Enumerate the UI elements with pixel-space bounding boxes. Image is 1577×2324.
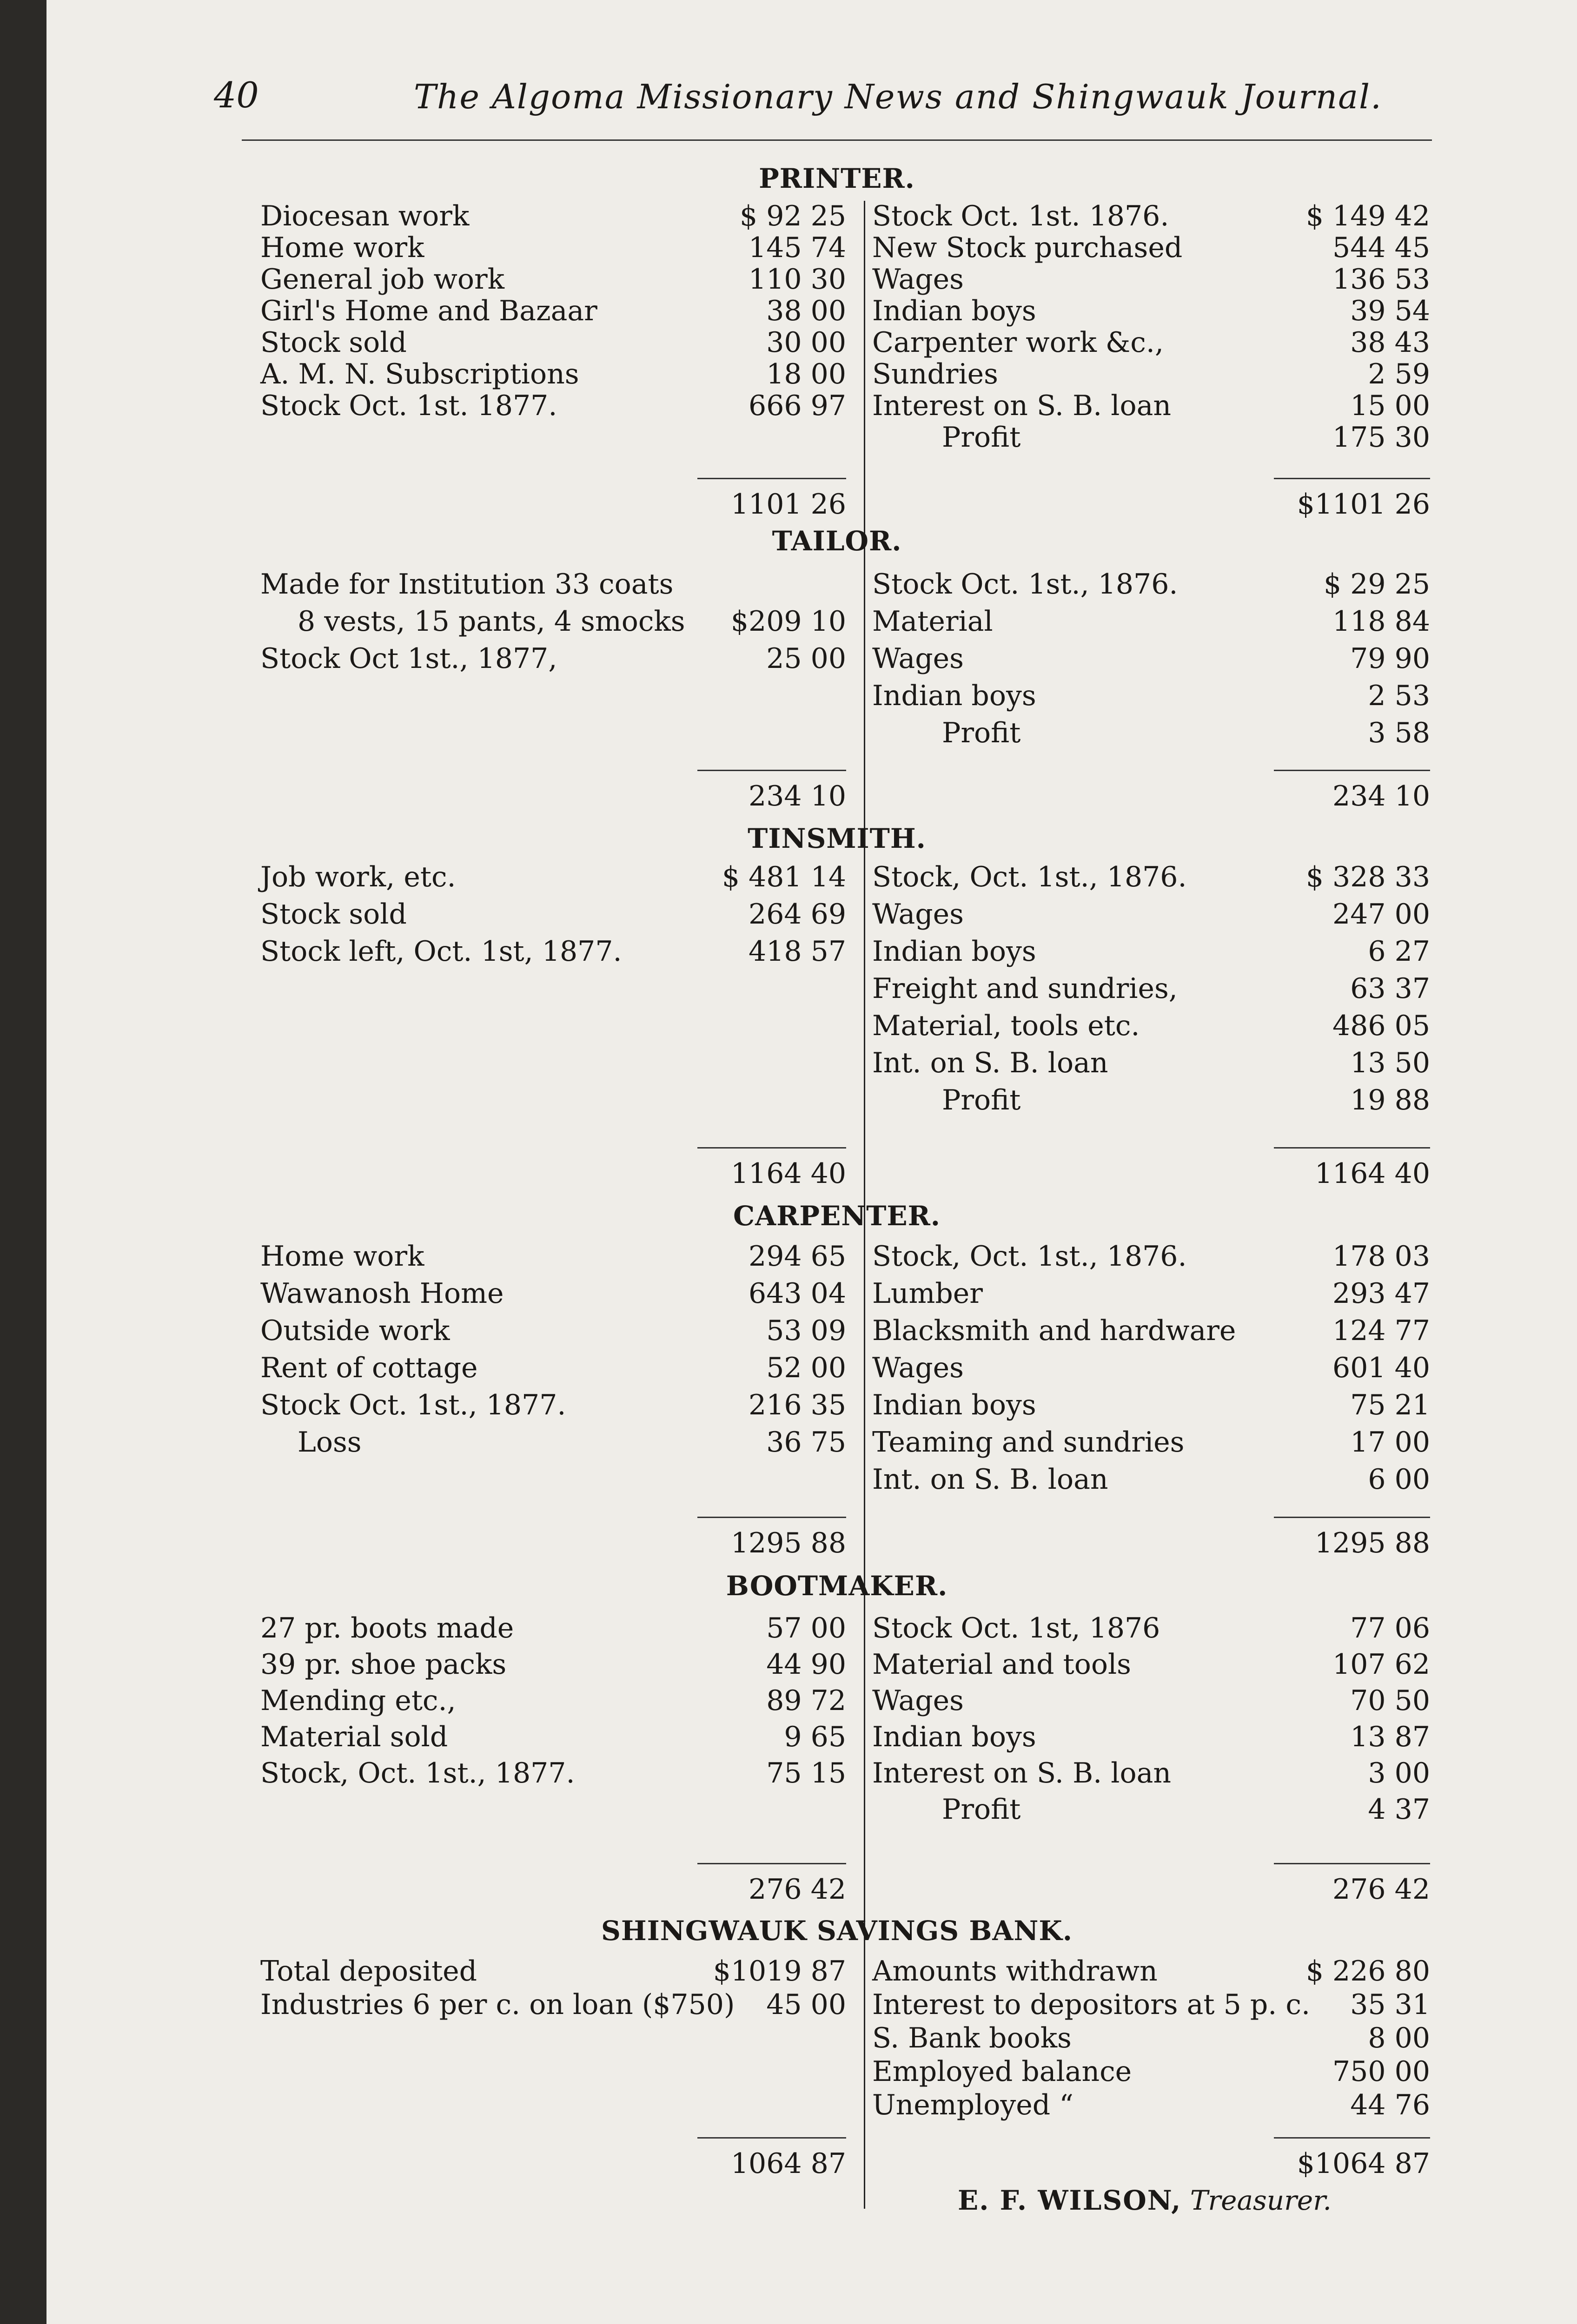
entry-label: 8 vests, 15 pants, 4 smocks (298, 605, 685, 638)
entry-amount: $ 328 33 (1305, 861, 1430, 893)
entry-label: 27 pr. boots made (260, 1612, 514, 1644)
entry-amount: 107 62 (1332, 1648, 1430, 1681)
entry-label: 39 pr. shoe packs (260, 1648, 507, 1681)
entry-label: Stock left, Oct. 1st, 1877. (260, 935, 622, 968)
ledger-row (872, 1314, 1430, 1350)
section-title-printer: PRINTER. (759, 163, 915, 194)
entry-label: New Stock purchased (872, 231, 1183, 264)
total-amount: 276 42 (1332, 1873, 1430, 1906)
entry-label: Indian boys (872, 935, 1036, 968)
entry-label: Indian boys (872, 295, 1036, 327)
entry-label: General job work (260, 263, 505, 296)
ledger-row (872, 935, 1430, 971)
entry-label: Stock Oct 1st., 1877, (260, 642, 557, 675)
entry-amount: 38 00 (766, 295, 846, 327)
ledger-row (872, 1047, 1430, 1082)
entry-amount: 36 75 (766, 1426, 846, 1459)
section-total-right (872, 2147, 1430, 2183)
entry-amount: 44 90 (766, 1648, 846, 1681)
entry-label: Profit (942, 1793, 1021, 1826)
entry-label: Wawanosh Home (260, 1277, 504, 1310)
ledger-row (872, 200, 1430, 235)
entry-label: Indian boys (872, 1721, 1036, 1753)
entry-amount: 44 76 (1350, 2089, 1430, 2121)
entry-amount: $ 149 42 (1305, 200, 1430, 232)
entry-amount: 418 57 (749, 935, 846, 968)
entry-amount: 13 50 (1350, 1047, 1430, 1079)
total-rule (697, 1863, 846, 1864)
entry-label: Profit (942, 421, 1021, 454)
entry-amount: 53 09 (766, 1314, 846, 1347)
entry-label: Stock Oct. 1st., 1876. (872, 568, 1178, 601)
total-rule (1274, 2137, 1430, 2139)
entry-label: Unemployed “ (872, 2089, 1073, 2121)
ledger-row (260, 898, 846, 933)
total-amount: 234 10 (749, 780, 846, 812)
entry-amount: 601 40 (1332, 1352, 1430, 1384)
ledger-row (872, 2055, 1430, 2091)
entry-amount: 4 37 (1368, 1793, 1430, 1826)
ledger-row (872, 1389, 1430, 1424)
ledger-row (872, 1955, 1430, 1990)
entry-amount: 45 00 (766, 1988, 846, 2021)
ledger-row (872, 861, 1430, 896)
total-amount: $1101 26 (1297, 488, 1430, 521)
entry-amount: $1019 87 (713, 1955, 846, 1987)
entry-amount: 25 00 (766, 642, 846, 675)
entry-label: A. M. N. Subscriptions (260, 358, 579, 390)
entry-amount: 544 45 (1332, 231, 1430, 264)
total-rule (697, 478, 846, 479)
ledger-row (260, 200, 846, 235)
total-rule (1274, 1863, 1430, 1864)
entry-label: Home work (260, 1240, 424, 1273)
entry-amount: 175 30 (1332, 421, 1430, 454)
ledger-row (260, 1955, 846, 1990)
entry-label: Teaming and sundries (872, 1426, 1185, 1459)
entry-amount: $ 226 80 (1305, 1955, 1430, 1987)
entry-amount: 486 05 (1332, 1010, 1430, 1042)
entry-amount: 3 00 (1368, 1757, 1430, 1789)
ledger-row (872, 2089, 1430, 2124)
section-total-right (872, 488, 1430, 523)
entry-label: Stock Oct. 1st., 1877. (260, 1389, 566, 1421)
total-amount: 1164 40 (730, 1157, 846, 1190)
treasurer-title: Treasurer. (1190, 2185, 1332, 2216)
entry-amount: 19 88 (1350, 1084, 1430, 1116)
entry-label: Interest on S. B. loan (872, 1757, 1172, 1789)
entry-amount: 110 30 (749, 263, 846, 296)
entry-label: Profit (942, 717, 1021, 749)
ledger-row (260, 935, 846, 971)
entry-amount: 643 04 (749, 1277, 846, 1310)
entry-label: Wages (872, 1352, 964, 1384)
ledger-row (260, 605, 846, 640)
entry-label: Stock, Oct. 1st., 1876. (872, 861, 1187, 893)
ledger-row (260, 1240, 846, 1275)
total-rule (1274, 1147, 1430, 1149)
entry-label: Outside work (260, 1314, 450, 1347)
total-amount: 1164 40 (1314, 1157, 1430, 1190)
entry-label: Stock sold (260, 898, 407, 931)
total-amount: 276 42 (749, 1873, 846, 1906)
entry-amount: 38 43 (1350, 326, 1430, 359)
section-total-left (260, 488, 846, 523)
entry-amount: 178 03 (1332, 1240, 1430, 1273)
total-rule (697, 770, 846, 771)
entry-amount: 294 65 (749, 1240, 846, 1273)
entry-label: Stock Oct. 1st, 1876 (872, 1612, 1160, 1644)
ledger-row (872, 1463, 1430, 1499)
entry-label: Wages (872, 263, 964, 296)
ledger-row (872, 1010, 1430, 1045)
entry-amount: 136 53 (1332, 263, 1430, 296)
total-rule (1274, 1517, 1430, 1518)
total-rule (697, 1517, 846, 1518)
total-amount: 1101 26 (730, 488, 846, 521)
ledger-row (872, 263, 1430, 298)
entry-label: Stock Oct. 1st. 1877. (260, 390, 557, 422)
entry-label: Stock sold (260, 326, 407, 359)
entry-label: Material, tools etc. (872, 1010, 1140, 1042)
entry-label: Stock Oct. 1st. 1876. (872, 200, 1169, 232)
ledger-row (872, 568, 1430, 603)
entry-amount: 6 00 (1368, 1463, 1430, 1496)
total-amount: 234 10 (1332, 780, 1430, 812)
entry-label: Sundries (872, 358, 998, 390)
ledger-row (872, 1084, 1430, 1119)
total-amount: 1064 87 (730, 2147, 846, 2180)
ledger-row (260, 568, 846, 603)
page (46, 0, 1577, 2324)
section-total-left (260, 1527, 846, 1562)
ledger-row (872, 642, 1430, 678)
total-rule (1274, 770, 1430, 771)
entry-amount: 30 00 (766, 326, 846, 359)
section-total-left (260, 1157, 846, 1193)
total-amount: $1064 87 (1297, 2147, 1430, 2180)
entry-amount: 13 87 (1350, 1721, 1430, 1753)
ledger-row (872, 358, 1430, 393)
entry-amount: 89 72 (766, 1684, 846, 1717)
ledger-row (872, 1240, 1430, 1275)
ledger-row (872, 1277, 1430, 1313)
entry-label: Freight and sundries, (872, 972, 1178, 1005)
header-rule (242, 139, 1432, 141)
entry-label: Blacksmith and hardware (872, 1314, 1236, 1347)
entry-amount: 750 00 (1332, 2055, 1430, 2088)
ledger-row (260, 1612, 846, 1647)
section-total-left (260, 1873, 846, 1908)
section-total-right (872, 1157, 1430, 1193)
total-rule (697, 1147, 846, 1149)
ledger-row (872, 1793, 1430, 1829)
entry-amount: 75 21 (1350, 1389, 1430, 1421)
entry-amount: 124 77 (1332, 1314, 1430, 1347)
ledger-row (872, 421, 1430, 456)
entry-amount: 75 15 (766, 1757, 846, 1789)
ledger-row (260, 1352, 846, 1387)
entry-label: Employed balance (872, 2055, 1132, 2088)
page-header (214, 60, 1497, 116)
ledger-row (872, 717, 1430, 752)
ledger-row (260, 326, 846, 362)
entry-amount: 2 59 (1368, 358, 1430, 390)
section-title-tinsmith: TINSMITH. (748, 823, 926, 854)
ledger-row (872, 326, 1430, 362)
entry-amount: 15 00 (1350, 390, 1430, 422)
entry-label: Mending etc., (260, 1684, 456, 1717)
entry-amount: $ 92 25 (739, 200, 846, 232)
entry-label: Int. on S. B. loan (872, 1047, 1108, 1079)
entry-amount: 18 00 (766, 358, 846, 390)
entry-label: Profit (942, 1084, 1021, 1116)
entry-label: Indian boys (872, 1389, 1036, 1421)
entry-label: Material and tools (872, 1648, 1131, 1681)
entry-label: Interest on S. B. loan (872, 390, 1172, 422)
entry-amount: 666 97 (749, 390, 846, 422)
entry-label: Amounts withdrawn (872, 1955, 1158, 1987)
page-number: 40 (214, 74, 259, 116)
ledger-row (260, 390, 846, 425)
entry-label: Indian boys (872, 680, 1036, 712)
entry-label: Material (872, 605, 993, 638)
entry-amount: 57 00 (766, 1612, 846, 1644)
section-total-left (260, 780, 846, 815)
ledger-row (872, 1721, 1430, 1756)
entry-label: Material sold (260, 1721, 448, 1753)
ledger-row (260, 1314, 846, 1350)
ledger-row (260, 1757, 846, 1792)
entry-label: Wages (872, 898, 964, 931)
entry-amount: 17 00 (1350, 1426, 1430, 1459)
entry-amount: 6 27 (1368, 935, 1430, 968)
section-total-right (872, 1873, 1430, 1908)
ledger-row (872, 680, 1430, 715)
entry-amount: 3 58 (1368, 717, 1430, 749)
entry-amount: 293 47 (1332, 1277, 1430, 1310)
total-rule (697, 2137, 846, 2139)
ledger-row (260, 263, 846, 298)
section-title-bootmaker: BOOTMAKER. (726, 1570, 948, 1602)
entry-label: Total deposited (260, 1955, 477, 1987)
ledger-row (872, 1612, 1430, 1647)
ledger-row (872, 605, 1430, 640)
ledger-row (260, 1277, 846, 1313)
entry-label: Girl's Home and Bazaar (260, 295, 597, 327)
entry-label: Wages (872, 1684, 964, 1717)
ledger-row (260, 231, 846, 267)
section-total-left (260, 2147, 846, 2183)
entry-amount: 2 53 (1368, 680, 1430, 712)
entry-label: Industries 6 per c. on loan ($750) (260, 1988, 735, 2021)
ledger-row (260, 1684, 846, 1720)
ledger-row (260, 642, 846, 678)
section-title-carpenter: CARPENTER. (733, 1200, 941, 1232)
entry-amount: 39 54 (1350, 295, 1430, 327)
ledger-row (872, 1352, 1430, 1387)
entry-label: Loss (298, 1426, 362, 1459)
ledger-row (260, 1648, 846, 1684)
entry-label: Carpenter work &c., (872, 326, 1164, 359)
section-total-right (872, 780, 1430, 815)
ledger-row (872, 295, 1430, 330)
ledger-row (260, 1389, 846, 1424)
entry-amount: 52 00 (766, 1352, 846, 1384)
entry-amount: $ 481 14 (722, 861, 846, 893)
section-title-tailor: TAILOR. (772, 525, 902, 557)
entry-label: Interest to depositors at 5 p. c. (872, 1988, 1311, 2021)
entry-amount: 35 31 (1350, 1988, 1430, 2021)
ledger-row (872, 1648, 1430, 1684)
ledger-row (260, 358, 846, 393)
entry-amount: $209 10 (730, 605, 846, 638)
treasurer-name: E. F. WILSON, (958, 2185, 1182, 2216)
entry-label: S. Bank books (872, 2022, 1072, 2054)
ledger-row (872, 1426, 1430, 1461)
entry-amount: 8 00 (1368, 2022, 1430, 2054)
entry-label: Stock, Oct. 1st., 1876. (872, 1240, 1187, 1273)
entry-label: Made for Institution 33 coats (260, 568, 674, 601)
section-title-savings-bank: SHINGWAUK SAVINGS BANK. (601, 1915, 1073, 1947)
entry-amount: 9 65 (784, 1721, 846, 1753)
entry-amount: 118 84 (1332, 605, 1430, 638)
ledger-row (872, 2022, 1430, 2057)
journal-title: The Algoma Missionary News and Shingwauk Journal. (414, 77, 1382, 116)
ledger-row (872, 1757, 1430, 1792)
entry-label: Diocesan work (260, 200, 470, 232)
entry-amount: 70 50 (1350, 1684, 1430, 1717)
ledger-row (872, 898, 1430, 933)
entry-label: Home work (260, 231, 424, 264)
entry-amount: 77 06 (1350, 1612, 1430, 1644)
ledger-row (872, 972, 1430, 1008)
ledger-row (872, 1684, 1430, 1720)
signature (958, 2185, 1332, 2216)
ledger-row (260, 1426, 846, 1461)
ledger-row (260, 295, 846, 330)
entry-amount: 264 69 (749, 898, 846, 931)
entry-label: Stock, Oct. 1st., 1877. (260, 1757, 575, 1789)
entry-label: Rent of cottage (260, 1352, 478, 1384)
ledger-row (872, 231, 1430, 267)
entry-label: Job work, etc. (260, 861, 456, 893)
total-amount: 1295 88 (730, 1527, 846, 1559)
entry-amount: 145 74 (749, 231, 846, 264)
total-rule (1274, 478, 1430, 479)
entry-amount: 247 00 (1332, 898, 1430, 931)
section-total-right (872, 1527, 1430, 1562)
entry-amount: $ 29 25 (1323, 568, 1430, 601)
ledger-row (872, 390, 1430, 425)
ledger-row (260, 1988, 846, 2024)
entry-amount: 63 37 (1350, 972, 1430, 1005)
entry-label: Wages (872, 642, 964, 675)
entry-label: Int. on S. B. loan (872, 1463, 1108, 1496)
entry-amount: 216 35 (749, 1389, 846, 1421)
entry-label: Lumber (872, 1277, 983, 1310)
total-amount: 1295 88 (1314, 1527, 1430, 1559)
ledger-row (872, 1988, 1430, 2024)
entry-amount: 79 90 (1350, 642, 1430, 675)
ledger-row (260, 861, 846, 896)
ledger-row (260, 1721, 846, 1756)
